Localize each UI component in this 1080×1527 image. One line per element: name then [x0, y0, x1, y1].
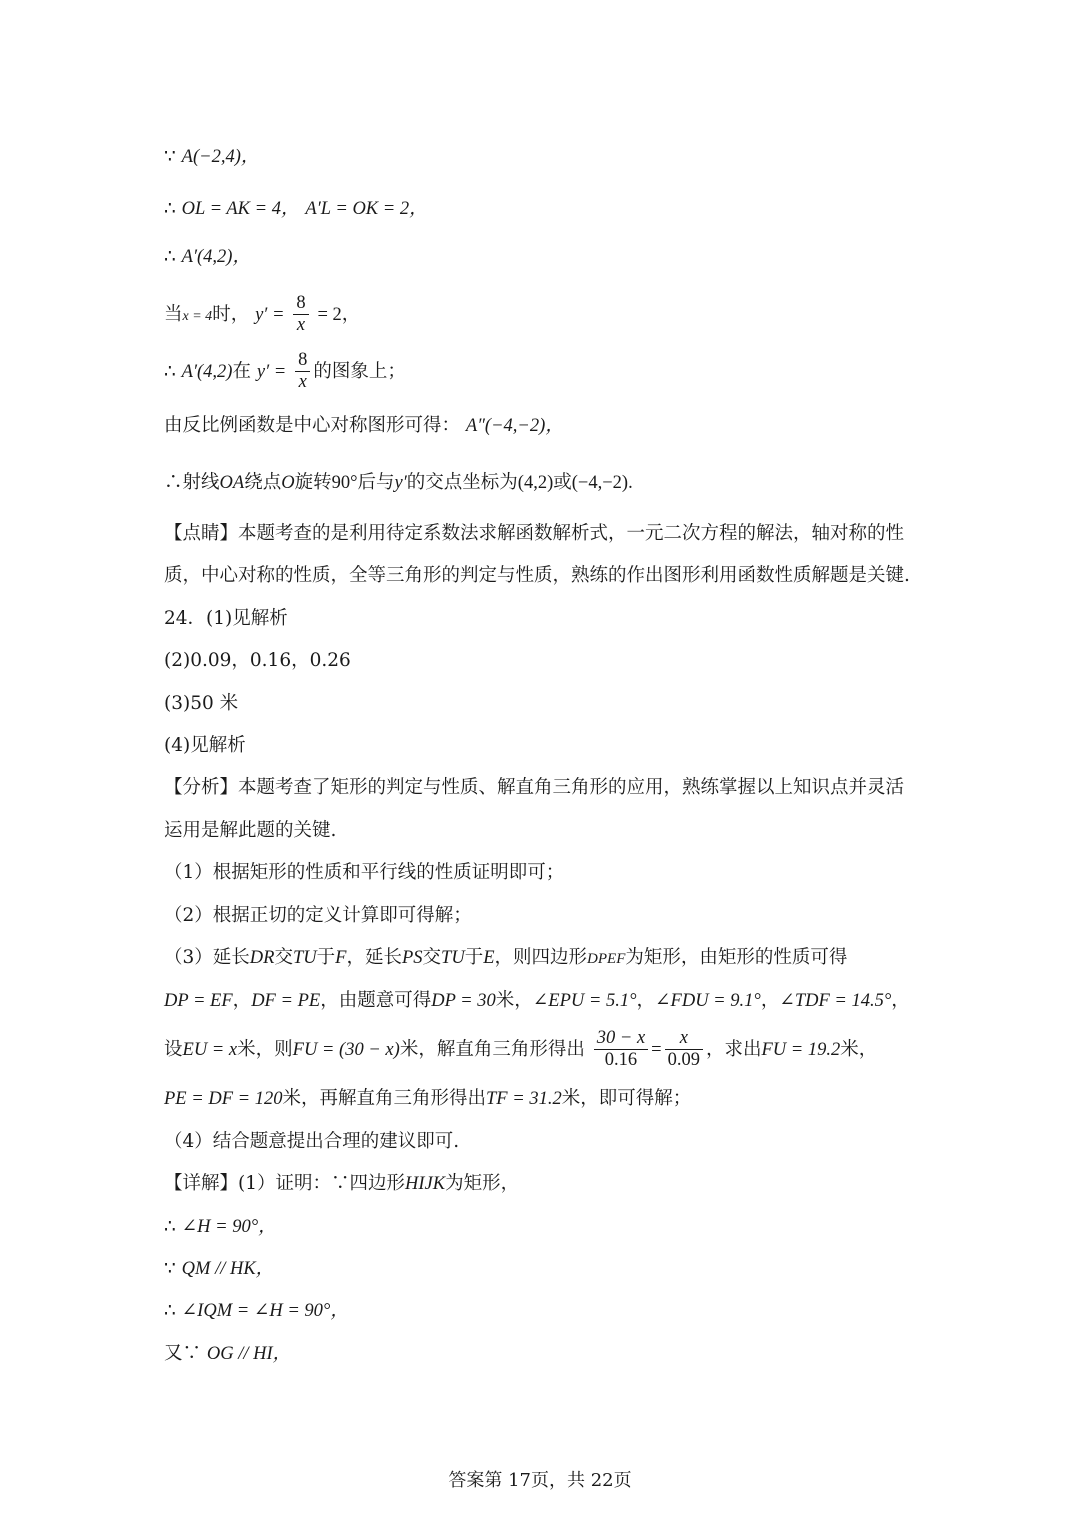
- line-7: [164, 474, 633, 493]
- text: 交: [274, 947, 293, 968]
- text: 的图象上；: [313, 360, 406, 382]
- text: ∴射线: [164, 472, 220, 493]
- text: 旋转: [294, 472, 332, 493]
- text: ，: [636, 990, 656, 1011]
- text: 或: [553, 472, 572, 493]
- analysis-line-1: 【分析】本题考查了矩形的判定与性质、解直角三角形的应用，熟练掌握以上知识点并灵活: [164, 777, 905, 798]
- math: FU = (30 − x): [292, 1039, 400, 1060]
- text: 的交点坐标为: [406, 472, 518, 493]
- fraction: [293, 293, 308, 337]
- math: A′(4,2)，: [181, 247, 251, 267]
- math: TU: [441, 948, 465, 968]
- math: DR: [249, 948, 275, 968]
- text: 时，: [212, 303, 250, 325]
- numerator: 8: [293, 293, 308, 315]
- math: F: [335, 948, 347, 968]
- text: 为矩形，: [445, 1173, 520, 1194]
- answer-24-2: (2)0.09，0.16，0.26: [164, 650, 351, 671]
- math: A(−2,4)，: [181, 147, 260, 167]
- math: EU = x: [182, 1039, 238, 1060]
- text: 米，则: [237, 1038, 293, 1060]
- math: y′ =: [255, 304, 285, 325]
- analysis-step-3-line-4: [164, 1090, 691, 1109]
- math: (−4,−2).: [571, 473, 633, 493]
- text: 设: [164, 1038, 183, 1060]
- text: ∵: [164, 1258, 176, 1279]
- math: FU = 19.2: [761, 1039, 841, 1060]
- answer-24: 24．(1)见解析: [164, 608, 288, 629]
- text: ，则四边形: [494, 947, 588, 968]
- text: ∴: [164, 360, 176, 382]
- text: ∵: [164, 146, 176, 167]
- fraction: [665, 1028, 703, 1072]
- analysis-step-3-line-3: [164, 1028, 877, 1072]
- text: 于: [464, 947, 484, 968]
- math: ∠TDF = 14.5°: [779, 991, 892, 1011]
- text: ∴: [164, 1300, 176, 1321]
- text: 米，再解直角三角形得出: [282, 1088, 486, 1109]
- text: ，: [232, 990, 252, 1011]
- math: =: [651, 1039, 662, 1060]
- text: ∴: [164, 198, 176, 219]
- denominator: x: [296, 315, 306, 336]
- text: ∴: [164, 246, 176, 267]
- math: A′(4,2): [181, 361, 233, 382]
- text: ，延长: [346, 947, 402, 968]
- math: OL = AK = 4，: [181, 199, 300, 219]
- text: 又∵: [164, 1343, 202, 1364]
- numerator: x: [665, 1028, 703, 1050]
- math: O: [281, 473, 295, 493]
- text: 当: [164, 303, 183, 325]
- text: ∴: [164, 1216, 176, 1237]
- line-1: [164, 148, 259, 167]
- math: DP = EF: [164, 991, 233, 1011]
- analysis-step-1: （1）根据矩形的性质和平行线的性质证明即可；: [164, 862, 565, 883]
- text: （3）延长: [164, 947, 250, 968]
- text: 后与: [357, 472, 395, 493]
- math: QM // HK，: [181, 1259, 275, 1279]
- line-6: [164, 417, 564, 436]
- detail-line-3: [164, 1260, 274, 1279]
- math: PE = DF = 120: [164, 1089, 283, 1109]
- math: ∠EPU = 5.1°: [532, 991, 637, 1011]
- detail-line-5: [164, 1345, 291, 1364]
- analysis-step-2: （2）根据正切的定义计算即可得解；: [164, 905, 472, 926]
- line-4: [164, 293, 360, 337]
- text: 交: [422, 947, 442, 968]
- numerator: 30 − x: [594, 1028, 648, 1050]
- math: PS: [401, 948, 423, 968]
- answer-24-3: (3)50 米: [164, 693, 239, 714]
- math: DF = PE: [251, 991, 321, 1011]
- text: ，求出: [705, 1038, 762, 1060]
- text: 米，即可得解；: [561, 1088, 692, 1109]
- line-3: [164, 248, 251, 267]
- math: = 2，: [317, 304, 361, 325]
- math: OG // HI，: [206, 1344, 292, 1364]
- text: ，: [891, 990, 910, 1011]
- text: 【详解】(1）证明：∵四边形: [164, 1173, 405, 1194]
- math: x = 4: [182, 308, 213, 324]
- math: TF = 31.2: [486, 1089, 562, 1109]
- detail-line-2: [164, 1218, 277, 1237]
- math: y′ =: [256, 361, 287, 382]
- math: TU: [292, 948, 317, 968]
- text: 米，: [840, 1038, 878, 1060]
- math: HIJK: [405, 1174, 446, 1194]
- fraction: [295, 350, 310, 394]
- page-footer: 答案第 17页，共 22页: [448, 1470, 632, 1491]
- math: DP = 30: [431, 991, 496, 1011]
- analysis-line-2: 运用是解此题的关键.: [164, 820, 337, 841]
- analysis-step-3: [164, 949, 847, 968]
- note-line-1: 【点睛】本题考查的是利用待定系数法求解函数解析式，一元二次方程的解法，轴对称的性: [164, 523, 905, 544]
- text: 于: [316, 947, 336, 968]
- math: (4,2): [517, 473, 554, 493]
- numerator: 8: [295, 350, 310, 372]
- answer-24-4: (4)见解析: [164, 735, 246, 756]
- note-line-2: 质，中心对称的性质，全等三角形的判定与性质，熟练的作出图形利用函数性质解题是关键.: [164, 565, 910, 586]
- detail-line-4: [164, 1302, 349, 1321]
- math: y′: [394, 473, 407, 493]
- math: DPEF: [587, 951, 626, 967]
- denominator: x: [298, 372, 307, 393]
- math: ∠IQM = ∠H = 90°，: [181, 1301, 349, 1321]
- text: 绕点: [244, 472, 282, 493]
- text: 在: [232, 360, 251, 382]
- analysis-step-3-line-2: [164, 992, 910, 1011]
- math: A′L = OK = 2，: [305, 199, 428, 219]
- text: ，由题意可得: [320, 990, 432, 1011]
- math: ∠FDU = 9.1°: [655, 991, 761, 1011]
- analysis-step-4: （4）结合题意提出合理的建议即可.: [164, 1131, 460, 1152]
- text: ，: [760, 990, 780, 1011]
- detail-line-1: [164, 1175, 519, 1194]
- text: 由反比例函数是中心对称图形可得：: [164, 415, 461, 436]
- line-2: [164, 200, 428, 219]
- math: A″(−4,−2)，: [465, 416, 564, 436]
- math: 90°: [331, 473, 358, 493]
- denominator: 0.16: [604, 1050, 638, 1071]
- fraction: [594, 1028, 648, 1072]
- denominator: 0.09: [667, 1050, 700, 1071]
- text: 为矩形，由矩形的性质可得: [625, 947, 848, 968]
- math: OA: [219, 473, 245, 493]
- math: ∠H = 90°，: [181, 1217, 277, 1237]
- text: 米，解直角三角形得出: [399, 1038, 585, 1060]
- text: 米，: [495, 990, 533, 1011]
- line-5: [164, 350, 406, 394]
- math: E: [483, 948, 495, 968]
